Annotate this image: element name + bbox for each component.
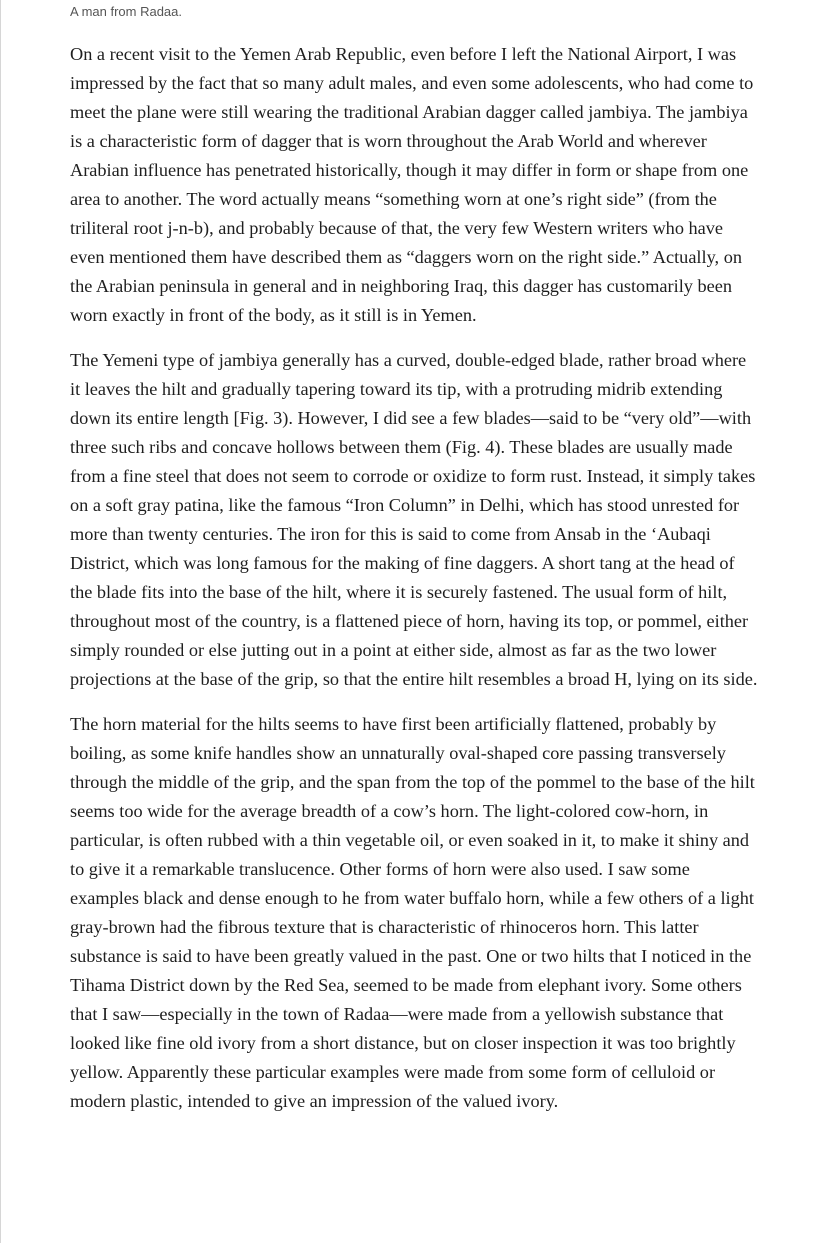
image-caption: A man from Radaa.: [70, 4, 182, 19]
paragraph-3: The horn material for the hilts seems to have first been artificially flattened, probably by boiling, as some knife handles show an unnaturally oval-shaped core passing transversely through the middle of the grip, and the span from the top of the pommel to the base of the hilt seems too wide for the average breadth of a cow’s horn. The light-colored cow-horn, in particular, is often rubbed with a thin vegetable oil, or even soaked in it, to make it shiny and to give it a remarkable translucence. Other forms of horn were also used. I saw some examples black and dense enough to he from water buffalo horn, while a few others of a light gray-brown had the fibrous texture that is characteristic of rhinoceros horn. This latter substance is said to have been greatly valued in the past. One or two hilts that I noticed in the Tihama District down by the Red Sea, seemed to be made from elephant ivory. Some others that I saw—especially in the town of Radaa—were made from a yellowish substance that looked like fine old ivory from a short distance, but on closer inspection it was too brightly yellow. Apparently these particular examples were made from some form of celluloid or modern plastic, intended to give an impression of the valued ivory.: [70, 714, 755, 1111]
paragraph-2: The Yemeni type of jambiya generally has a curved, double-edged blade, rather broad where it leaves the hilt and gradually tapering toward its tip, with a protruding midrib extending down its entire length [Fig. 3). However, I did see a few blades—said to be “very old”—with three such ribs and concave hollows between them (Fig. 4). These blades are usually made from a fine steel that does not seem to corrode or oxidize to form rust. Instead, it simply takes on a soft gray patina, like the famous “Iron Column” in Delhi, which has stood unrested for more than twenty centuries. The iron for this is said to come from Ansab in the ‘Aubaqi District, which was long famous for the making of fine daggers. A short tang at the head of the blade fits into the base of the hilt, where it is securely fastened. The usual form of hilt, throughout most of the country, is a flattened piece of horn, having its top, or pommel, either simply rounded or else jutting out in a point at either side, almost as far as the two lower projections at the base of the grip, so that the entire hilt resembles a broad H, lying on its side.: [70, 350, 758, 689]
article-body: [70, 40, 760, 1116]
left-border: [0, 0, 1, 1243]
article-content: [70, 0, 760, 1116]
paragraph-1: On a recent visit to the Yemen Arab Republic, even before I left the National Airport, I was impressed by the fact that so many adult males, and even some adolescents, who had come to meet the plane were still wearing the traditional Arabian dagger called jambiya. The jambiya is a characteristic form of dagger that is worn throughout the Arab World and wherever Arabian influence has penetrated historically, though it may differ in form or shape from one area to another. The word actually means “something worn at one’s right side” (from the triliteral root j-n-b), and probably because of that, the very few Western writers who have even mentioned them have described them as “daggers worn on the right side.” Actually, on the Arabian peninsula in general and in neighboring Iraq, this dagger has customarily been worn exactly in front of the body, as it still is in Yemen.: [70, 44, 754, 325]
